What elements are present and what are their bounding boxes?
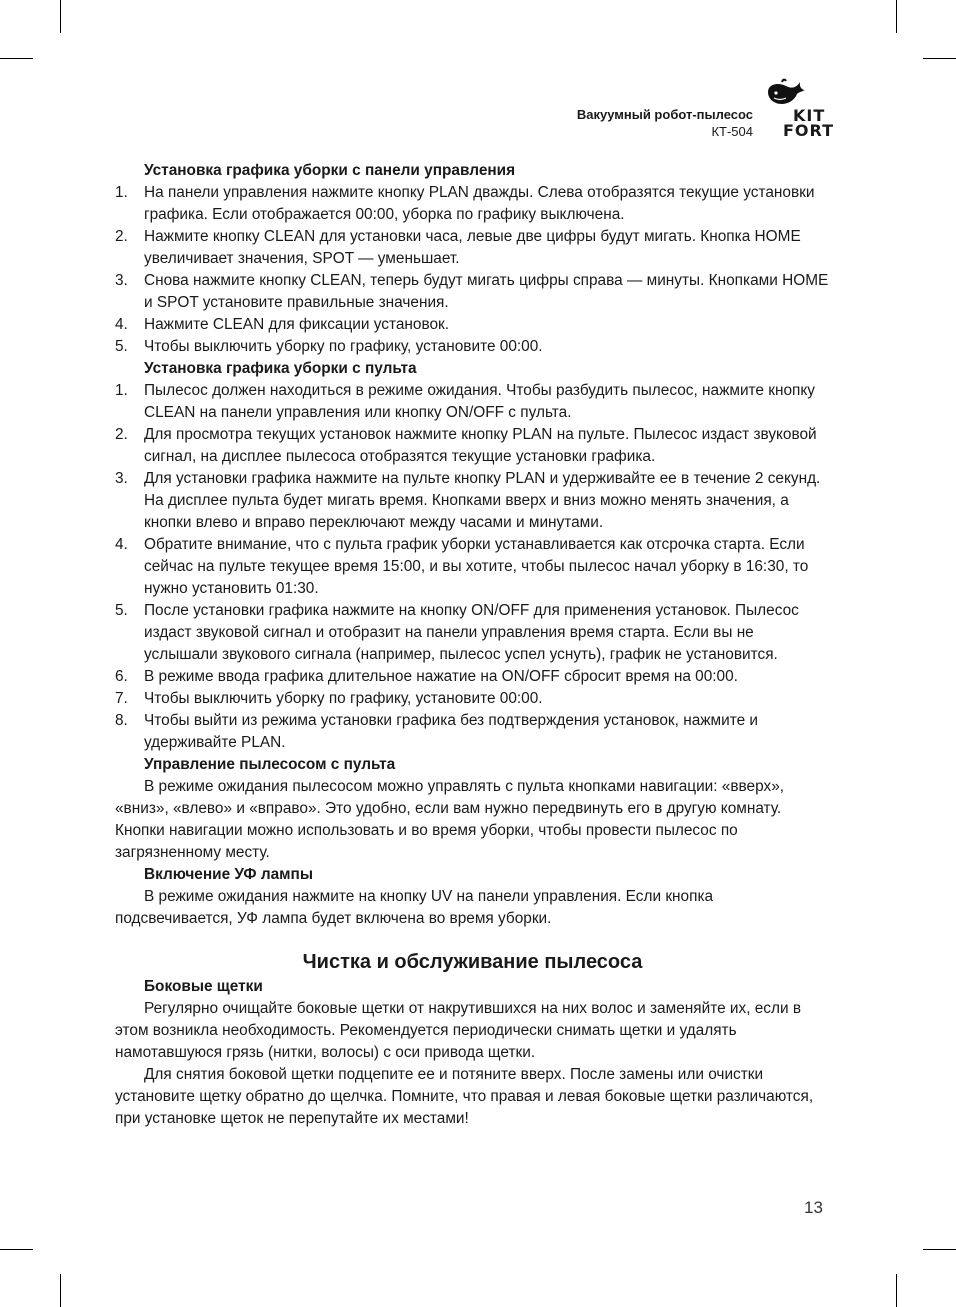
item-number: 3. — [115, 470, 128, 487]
item-text: Чтобы выйти из режима установки графика без подтверждения установок, нажмите и удерживайте PLAN. — [144, 712, 759, 751]
list-item — [115, 226, 830, 270]
list-item — [115, 688, 830, 710]
chapter-heading: Чистка и обслуживание пылесоса — [302, 951, 643, 973]
item-number: 1. — [115, 184, 128, 201]
main-content — [115, 160, 830, 1130]
item-number: 4. — [115, 536, 128, 553]
list-item — [115, 424, 830, 468]
crop-mark — [923, 58, 956, 59]
brand-logo — [766, 78, 836, 142]
item-text: Чтобы выключить уборку по графику, установите 00:00. — [144, 690, 543, 707]
model-number: КТ-504 — [711, 124, 753, 139]
item-number: 5. — [115, 338, 128, 355]
item-number: 2. — [115, 228, 128, 245]
item-number: 8. — [115, 712, 128, 729]
section-title-panel-schedule: Установка графика уборки с панели управления — [144, 162, 516, 179]
crop-mark — [923, 1249, 956, 1250]
item-text: После установки графика нажмите на кнопку ON/OFF для применения установок. Пылесос издаст звуковой сигнал и отобразит на панели управления время старта. Если вы не услышали звукового сигнала (например, пылесос успел уснуть), график не установится. — [144, 602, 799, 663]
section-title-uv-lamp: Включение УФ лампы — [144, 866, 313, 883]
list-item — [115, 600, 830, 666]
crop-mark — [0, 58, 33, 59]
item-number: 3. — [115, 272, 128, 289]
crop-mark — [896, 1274, 897, 1307]
remote-control-paragraph: В режиме ожидания пылесосом можно управлять с пульта кнопками навигации: «вверх», «вниз», «влево» и «вправо». Это удобно, если вам нужно передвинуть его в другую комнату. Кнопки навигации можно использовать и во время уборки, чтобы провести пылесос по загрязненному месту. — [115, 778, 785, 861]
item-text: Обратите внимание, что с пульта график уборки устанавливается как отсрочка старта. Если сейчас на пульте текущее время 15:00, и вы хотите, чтобы пылесос начал уборку в 16:30, то нужно установить 01:30. — [144, 536, 809, 597]
item-text: На панели управления нажмите кнопку PLAN дважды. Слева отобразятся текущие установки графика. Если отображается 00:00, уборка по графику выключена. — [144, 184, 815, 223]
section-title-remote-control: Управление пылесосом с пульта — [144, 756, 396, 773]
product-name: Вакуумный робот-пылесос — [576, 107, 753, 122]
list-item — [115, 380, 830, 424]
list-item — [115, 270, 830, 314]
section-title-remote-schedule: Установка графика уборки с пульта — [144, 360, 417, 377]
remote-schedule-list — [115, 380, 830, 754]
crop-mark — [0, 1249, 33, 1250]
page-header — [577, 106, 753, 140]
item-text: Снова нажмите кнопку CLEAN, теперь будут мигать цифры справа — минуты. Кнопками HOME и SPOT установите правильные значения. — [144, 272, 829, 311]
list-item — [115, 666, 830, 688]
item-number: 4. — [115, 316, 128, 333]
list-item — [115, 710, 830, 754]
logo-text-kit: KIT — [793, 106, 826, 125]
item-number: 6. — [115, 668, 128, 685]
item-text: Чтобы выключить уборку по графику, установите 00:00. — [144, 338, 543, 355]
list-item — [115, 534, 830, 600]
item-text: Для установки графика нажмите на пульте кнопку PLAN и удерживайте ее в течение 2 секунд. На дисплее пульта будет мигать время. Кнопками вверх и вниз можно менять значения, а кнопки влево и вправо переключают между часами и минутами. — [144, 470, 821, 531]
page-number: 13 — [804, 1198, 823, 1217]
list-item — [115, 468, 830, 534]
item-text: В режиме ввода графика длительное нажатие на ON/OFF сбросит время на 00:00. — [144, 668, 738, 685]
section-title-side-brushes: Боковые щетки — [144, 978, 263, 995]
crop-mark — [60, 0, 61, 33]
list-item — [115, 182, 830, 226]
item-number: 2. — [115, 426, 128, 443]
whale-icon — [766, 78, 806, 106]
item-text: Пылесос должен находиться в режиме ожидания. Чтобы разбудить пылесос, нажмите кнопку CLEAN на панели управления или кнопку ON/OFF с пульта. — [144, 382, 815, 421]
item-number: 7. — [115, 690, 128, 707]
item-number: 5. — [115, 602, 128, 619]
side-brushes-paragraph-1: Регулярно очищайте боковые щетки от накрутившихся на них волос и заменяйте их, если в этом возникла необходимость. Рекомендуется периодически снимать щетки и удалять намотавшуюся грязь (нитки, волосы) с оси привода щетки. — [115, 1000, 802, 1061]
list-item — [115, 314, 830, 336]
item-number: 1. — [115, 382, 128, 399]
panel-schedule-list — [115, 182, 830, 358]
crop-mark — [896, 0, 897, 33]
item-text: Нажмите кнопку CLEAN для установки часа, левые две цифры будут мигать. Кнопка HOME увеличивает значения, SPOT — уменьшает. — [144, 228, 801, 267]
item-text: Нажмите CLEAN для фиксации установок. — [144, 316, 450, 333]
crop-mark — [60, 1274, 61, 1307]
list-item — [115, 336, 830, 358]
logo-text-fort: FORT — [783, 121, 835, 140]
item-text: Для просмотра текущих установок нажмите кнопку PLAN на пульте. Пылесос издаст звуковой сигнал, на дисплее пылесоса отобразятся текущие установки графика. — [144, 426, 817, 465]
side-brushes-paragraph-2: Для снятия боковой щетки подцепите ее и потяните вверх. После замены или очистки установите щетку обратно до щелчка. Помните, что правая и левая боковые щетки различаются, при установке щеток не перепутайте их местами! — [115, 1066, 814, 1127]
uv-lamp-paragraph: В режиме ожидания нажмите на кнопку UV на панели управления. Если кнопка подсвечивается, УФ лампа будет включена во время уборки. — [115, 888, 714, 927]
